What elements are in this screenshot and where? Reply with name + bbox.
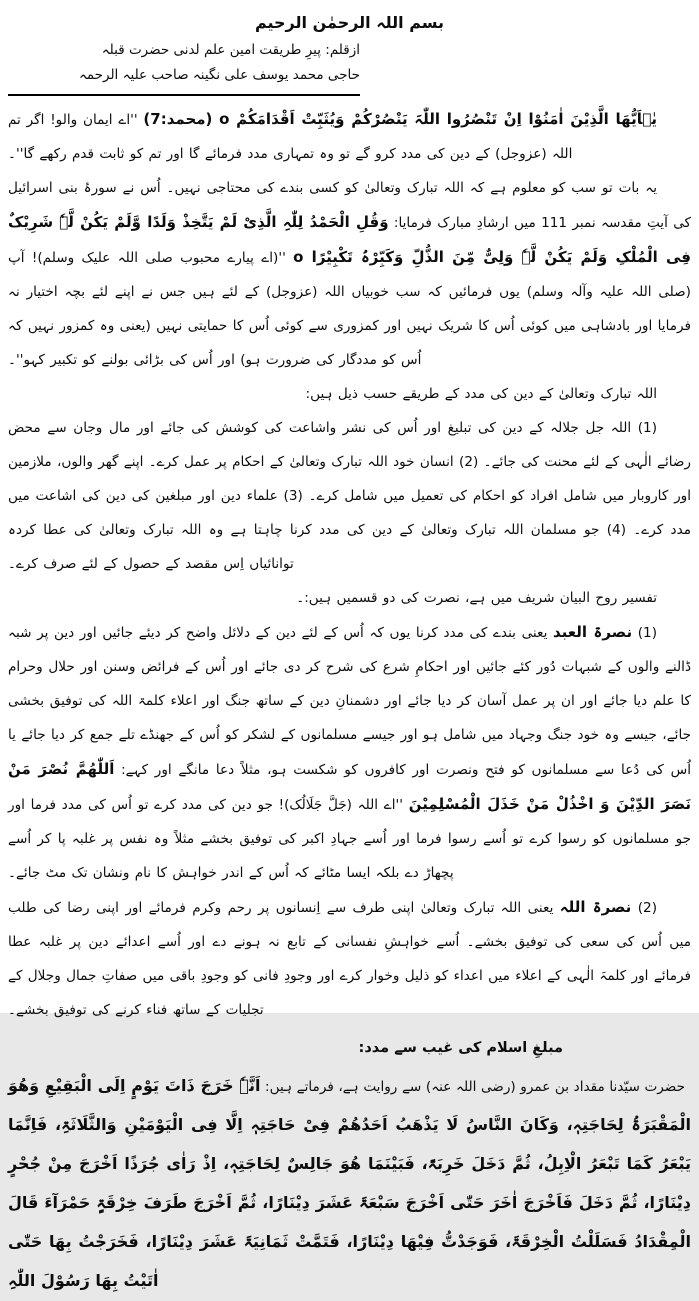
byline-line-2: حاجی محمد یوسف علی نگینہ صاحب علیہ الرحمہ	[78, 67, 360, 83]
term-nusrat-ullah: نصرۃ اللہ	[559, 898, 632, 916]
urdu-translation-text: ''(اے پیارے محبوب صلی اللہ علیک وسلم)! آپ (صلی اللہ علیہ وآلہ وسلم) یوں فرمائیں کہ سب خوبیاں اللہ (عزوجل) کے لئے ہیں جس نے اپنے لئے بچہ اختیار نہ فرمایا اور بادشاہی میں کوئی اُس کا شریک نہیں اور کمزوری سے کوئی اُس کا حمایتی نہیں (یعنی وہ کمزور نہیں کہ اُس کو مددگار کی ضرورت ہو) اور اُس کی بڑائی بولنے کو تکبیر کہو''۔	[8, 250, 691, 368]
urdu-explanation-text: یعنی بندے کی مدد کرنا یوں کہ اُس کے لئے دین کے دلائل واضح کر دیئے جائیں اور دین پر شبہ ڈالنے والوں کے شبہات دُور کئے جائیں اور احکامِ شرع کی شرح کر دی جائے اور اُس کے فرائض وسنن اور حلال وحرام کا علم دیا جائے اور ان پر عمل آسان کر دیا جائے اور دشمنانِ دین کے ساتھ جنگ اور اعلاء کلمۃ اللہ کی توفیق بخشی جائے، جیسے وہ خود جنگ وجہاد میں شامل ہو اور جیسے مسلمانوں کے لشکر کو اُس کے جھنڈے تلے جمع کر دیا جائے یا اُس کی دُعا سے مسلمانوں کو فتح ونصرت اور کافروں کو شکست ہو، مثلاً دعا مانگے اور کہے:	[8, 625, 691, 778]
urdu-text: (1) اللہ جل جلالہ کے دین کی تبلیغ اور اُس کی نشر واشاعت کی کوشش کی جائے اور مال وجان سے محض رضائے الٰہی کے لئے محنت کی جائے۔ (2) انسان خود اللہ تبارک وتعالیٰ کے احکام پر عمل کرے۔ اپنے گھر والوں، ملازمین اور کاروبار میں شامل افراد کو احکام کی تعمیل میں شامل کرے۔ (3) علماء دین اور مبلغین کی دین کی اشاعت میں مدد کرے۔ (4) جو مسلمان اللہ تبارک وتعالیٰ کے دین کی مدد کرنا چاہتا ہے وہ اللہ تبارک وتعالیٰ کی عطا کردہ توانائیاں اِس مقصد کے حصول کے لئے صرف کرے۔	[8, 420, 692, 572]
paragraph-numbered-ways-list	[8, 411, 691, 581]
urdu-explanation-text: یعنی اللہ تبارک وتعالیٰ اپنی طرف سے اِنسانوں پر رحم وکرم فرمائے اور اپنی رضا کی طلب میں اُس کی سعی کی توفیق بخشے۔ اُسے خواہشِ نفسانی کے تابع نہ ہونے دے اور اُسے اعدائے دین پر غلبہ عطا فرمائے اور کلمہَ الٰہی کے اعلاء میں اعداء کو ذلیل وخوار کرے اور وجودِ فانی کو وجودِ باقی میں صفاتِ جمال وجلال کے تجلیات کے ساتھ فناء کرنے کی توفیق بخشے۔	[8, 900, 691, 1018]
term-nusrat-ul-abd: نصرۃ العبد	[553, 623, 633, 641]
author-byline	[8, 38, 360, 96]
list-number: (2)	[631, 900, 657, 916]
urdu-narrator-intro: حضرت سیّدنا مقداد بن عمرو (رضی اللہ عنہ) سے روایت ہے، فرماتے ہیں:	[260, 1079, 685, 1095]
arabic-verse-text: یٰۤاَیُّھَا الَّذِیْنَ اٰمَنُوْا اِنْ تَنْصُرُوا اللّٰہَ یَنْصُرْکُمْ وَیُثَبِّتْ اَقْدَامَکُمْ o (محمد:7)	[143, 110, 657, 128]
paragraph-nusrat-ul-abd	[8, 615, 691, 890]
urdu-intro-text: یہ بات تو سب کو معلوم ہے کہ اللہ تبارک وتعالیٰ کو کسی بندے کی محتاجی نہیں۔ اُس نے سورۂ بنی اسرائیل کی آیتِ مقدسہ نمبر 111 میں ارشادِ مبارک فرمایا:	[8, 180, 691, 231]
urdu-text: تفسیر روح البیان شریف میں ہے، نصرت کی دو قسمیں ہیں:۔	[296, 590, 657, 606]
urdu-translation-text: ''اے اللہ (جَلَّ جَلَالُک)! جو دین کی مدد کرے تو اُس کی مدد فرما اور جو مسلمانوں کو رسوا کرے تو اُسے رسوا فرما اور اُسے جہادِ اکبر کی توفیق بخشے مثلاً وہ نفس پر غلبہ پا کر اُسے پچھاڑ دے بلکہ ایسا مٹائے کہ اُس کے اندر خواہش کا نام ونشان تک مٹ جائے۔	[8, 797, 691, 881]
paragraph-nusrat-ullah	[8, 890, 691, 1027]
arabic-verse-text: وَقُلِ الْحَمْدُ لِلّٰہِ الَّذِیْ لَمْ یَتَّخِذْ وَلَدًا وَّلَمْ یَکُنْ لَّہٗ شَرِیْکٌ فِی الْمُلْکِ وَلَمْ یَکُنْ لَّہٗ وَلِیٌّ مِّنَ الذُّلِّ وَکَبِّرْہُ تَکْبِیْرًا o	[8, 213, 691, 266]
paragraph-miqdad-narration	[8, 1067, 691, 1301]
arabic-dua-text: اَللّٰھُمَّ نُصْرَ مَنْ نَصَرَ الدِّیْنَ وَ اخْذُلْ مَنْ خَذَلَ الْمُسْلِمِیْنَ	[8, 760, 692, 813]
paragraph-tafsir-ruh-albayan-intro	[8, 581, 691, 615]
bismillah-header: بسم اللہ الرحمٰن الرحیم	[254, 13, 445, 32]
paragraph-bani-israil-verse	[8, 171, 691, 377]
urdu-translation-text: ''اے ایمان والو! اگر تم اللہ (عزوجل) کے دین کی مدد کرو گے تو وہ تمہاری مدد فرمائے گا اور تم کو ثابت قدم رکھے گا''۔	[8, 112, 573, 162]
paragraph-quran-verse-muhammad-7	[8, 102, 691, 171]
byline-line-1: ازقلم: پیرِ طریقت امین علم لدنی حضرت قبلہ	[101, 42, 360, 58]
arabic-hadith-text: اَنَّہٗ خَرَجَ ذَاتَ یَوْمٍ اِلَی الْبَقِیْعِ وَھُوَ الْمَقْبَرَۃُ لِحَاجَتِہٖ، وَکَانَ النَّاسُ لَا یَذْھَبُ اَحَدُھُمْ فِیْ حَاجَتِہٖ اِلَّا فِی الْیَوْمَیْنِ وَالثَّلَاثَۃِ، فَاِنَّمَا یَبْعَرُ کَمَا تَبْعَرُ الْاِبِلُ، ثُمَّ دَخَلَ خَرِبَۃً، فَبَیْنَمَا ھُوَ جَالِسٌ لِحَاجَتِہٖ، اِذْ رَاٰی جُرَذًا اَخْرَجَ مِنْ جُحْرٍ دِیْنَارًا، ثُمَّ دَخَلَ فَاَخْرَجَ اٰخَرَ حَتّٰی اَخْرَجَ سَبْعَۃَ عَشَرَ دِیْنَارًا، ثُمَّ اَخْرَجَ طَرَفَ خِرْقَۃٍ حَمْرَآءَ قَالَ الْمِقْدَادُ فَسَلَلْتُ الْخِرْقَۃَ، فَوَجَدْتُّ فِیْھَا دِیْنَارًا، فَتَمَّتْ ثَمَانِیَۃَ عَشَرَ دِیْنَارًا، فَخَرَجْتُ بِھَا حَتّٰی اٰتَیْتُ بِھَا رَسُوْلَ اللّٰہِ	[8, 1076, 691, 1290]
list-number: (1)	[632, 625, 657, 641]
section-heading-ghaib-help: مبلغِ اسلام کی غیب سے مدد:	[358, 1040, 563, 1056]
author-byline-block	[8, 38, 360, 96]
paragraph-ways-of-helping-intro	[8, 377, 691, 411]
urdu-text: اللہ تبارک وتعالیٰ کے دین کی مدد کے طریقے حسب ذیل ہیں:	[305, 386, 657, 402]
